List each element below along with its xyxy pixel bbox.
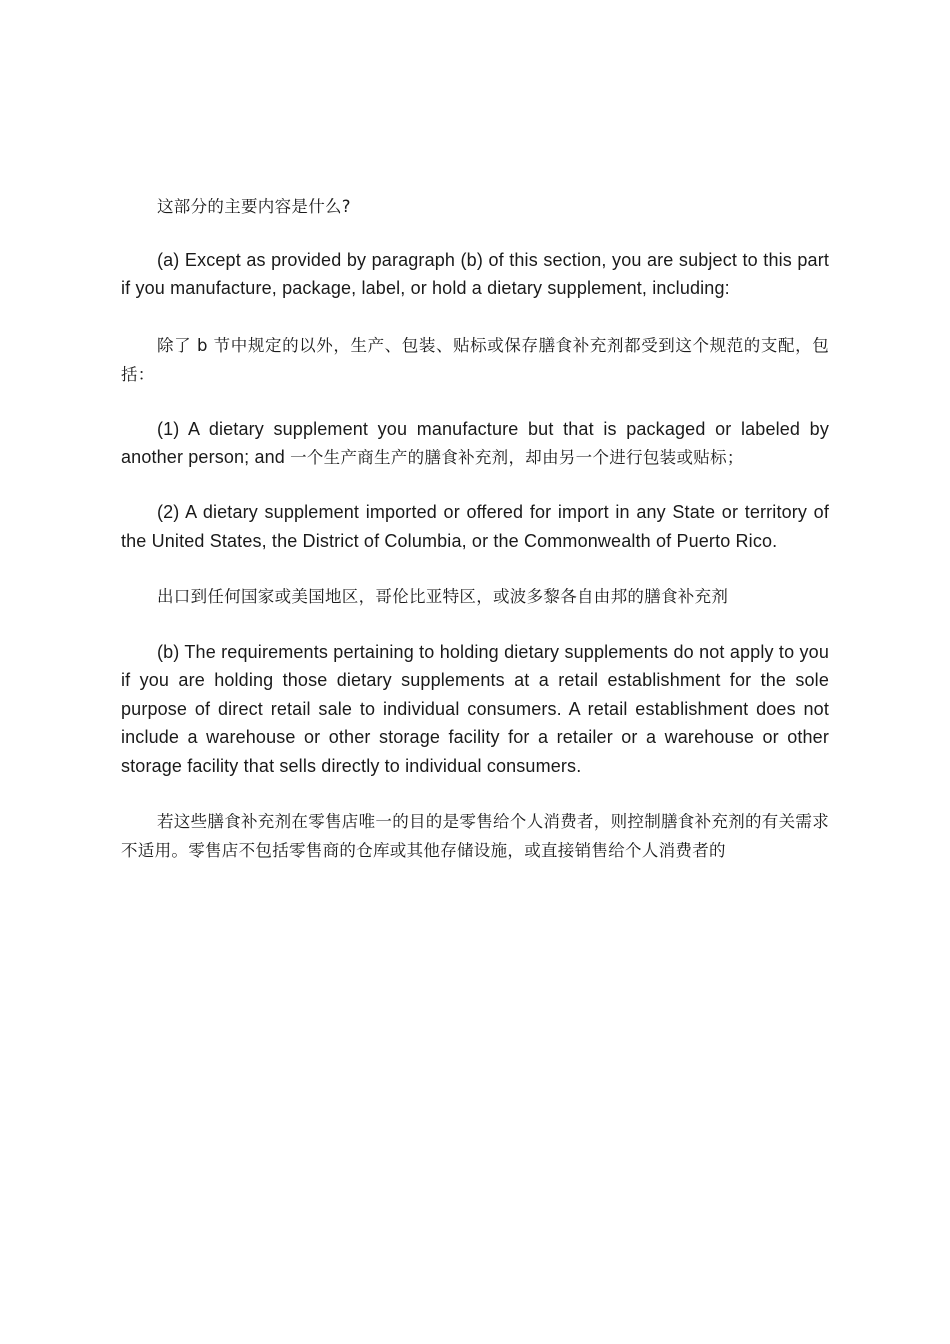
paragraph-b-english: (b) The requirements pertaining to holding dietary supplements do not apply to you if you are holding those dietary supplements at a retail establishment for the sole purpose of direct retail sale to individual consumers. A retail establishment does not include a warehouse or other storage facility for a retailer or a warehouse or other storage facility that sells directly to individual consumers. <box>121 642 829 776</box>
paragraph-2-english: (2) A dietary supplement imported or offered for import in any State or territory of the United States, the District of Columbia, or the Commonwealth of Puerto Rico. <box>121 502 829 551</box>
paragraph-1-chinese: 一个生产商生产的膳食补充剂，却由另一个进行包装或贴标； <box>290 448 744 468</box>
paragraph-1-english: (1) A dietary supplement you manufacture but that is packaged or labeled by another person; and <box>121 418 829 468</box>
section-question-heading: 这部分的主要内容是什么? <box>157 197 351 216</box>
paragraph-1 <box>121 415 829 472</box>
paragraph-a-chinese: 除了 b 节中规定的以外，生产、包装、贴标或保存膳食补充剂都受到这个规范的支配，包括： <box>121 335 829 384</box>
paragraph-b-chinese: 若这些膳食补充剂在零售店唯一的目的是零售给个人消费者，则控制膳食补充剂的有关需求不适用。零售店不包括零售商的仓库或其他存储设施，或直接销售给个人消费者的 <box>121 812 829 861</box>
paragraph-a-english: (a) Except as provided by paragraph (b) of this section, you are subject to this part if you manufacture, package, label, or hold a dietary supplement, including: <box>121 250 829 299</box>
document-body <box>121 192 829 892</box>
paragraph-2-chinese: 出口到任何国家或美国地区，哥伦比亚特区，或波多黎各自由邦的膳食补充剂 <box>157 587 729 607</box>
